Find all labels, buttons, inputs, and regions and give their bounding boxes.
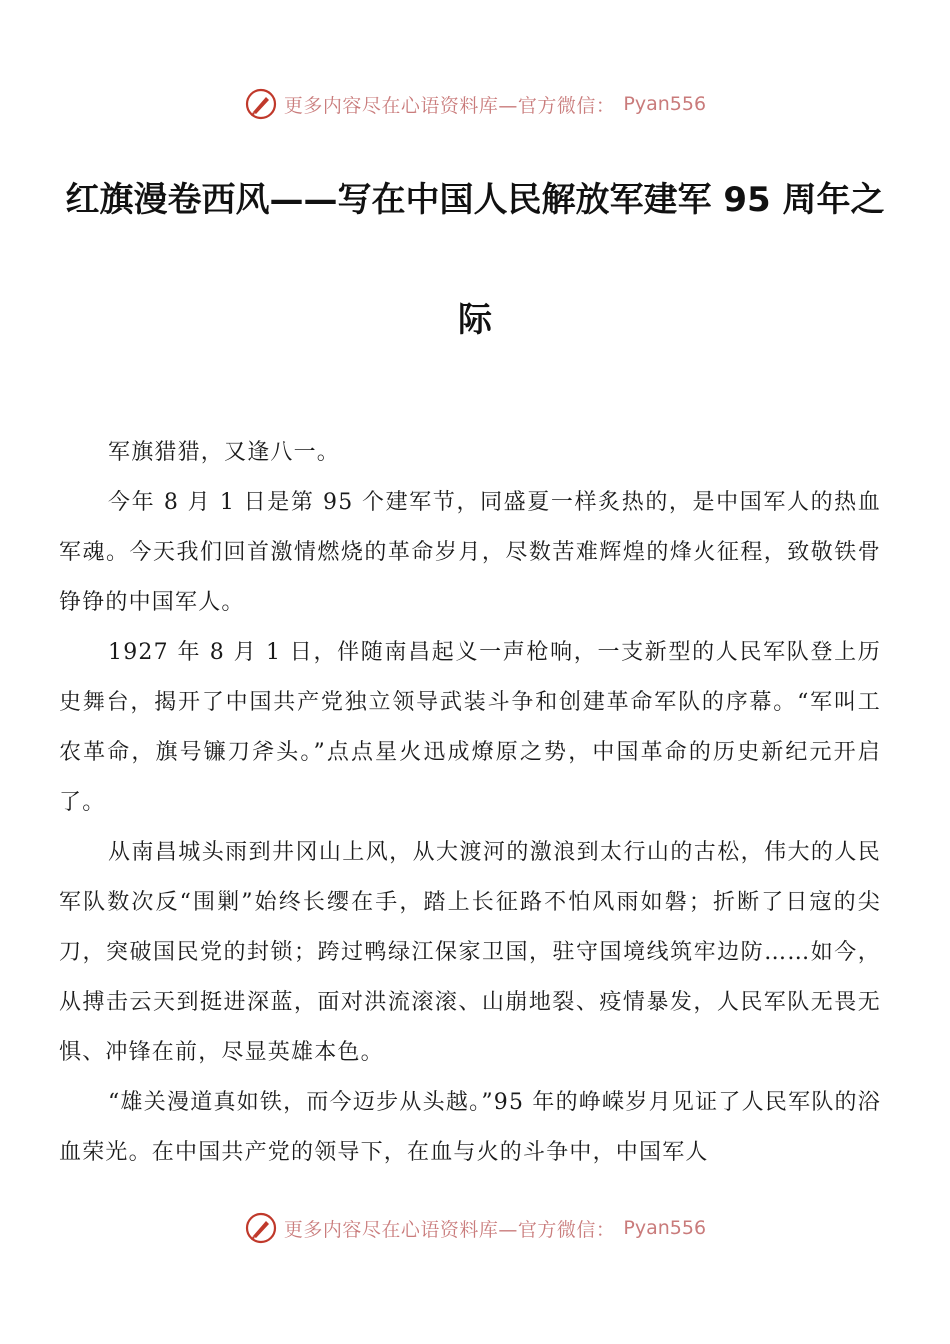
pen-logo-icon (244, 1211, 278, 1245)
watermark-handle: Pyan556 (623, 1217, 707, 1239)
header-watermark (0, 84, 950, 124)
article-body (59, 428, 881, 1178)
watermark-text: 更多内容尽在心语资料库—官方微信： (283, 1218, 616, 1241)
paragraph: “雄关漫道真如铁，而今迈步从头越。”95 年的峥嵘岁月见证了人民军队的浴血荣光。在中国共产党的领导下，在血与火的斗争中，中国军人 (59, 1090, 881, 1165)
watermark-handle: Pyan556 (623, 93, 707, 115)
pen-logo-icon (244, 87, 278, 121)
paragraph: 1927 年 8 月 1 日，伴随南昌起义一声枪响，一支新型的人民军队登上历史舞台，揭开了中国共产党独立领导武装斗争和创建革命军队的序幕。“军叫工农革命，旗号镰刀斧头。”点点星火迅成燎原之势，中国革命的历史新纪元开启了。 (59, 640, 881, 815)
watermark-text: 更多内容尽在心语资料库—官方微信： (283, 94, 616, 117)
paragraph: 军旗猎猎，又逢八一。 (108, 440, 341, 465)
paragraph: 今年 8 月 1 日是第 95 个建军节，同盛夏一样炙热的，是中国军人的热血军魂。今天我们回首激情燃烧的革命岁月，尽数苦难辉煌的烽火征程，致敬铁骨铮铮的中国军人。 (59, 490, 881, 615)
paragraph: 从南昌城头雨到井冈山上风，从大渡河的激浪到太行山的古松，伟大的人民军队数次反“围剿”始终长缨在手，踏上长征路不怕风雨如磐；折断了日寇的尖刀，突破国民党的封锁；跨过鸭绿江保家卫国，驻守国境线筑牢边防……如今，从搏击云天到挺进深蓝，面对洪流滚滚、山崩地裂、疫情暴发，人民军队无畏无惧、冲锋在前，尽显英雄本色。 (59, 840, 881, 1065)
article-title-line-2: 际 (458, 300, 492, 340)
footer-watermark (0, 1208, 950, 1248)
article-title-line-1: 红旗漫卷西风——写在中国人民解放军建军 95 周年之 (65, 180, 885, 220)
